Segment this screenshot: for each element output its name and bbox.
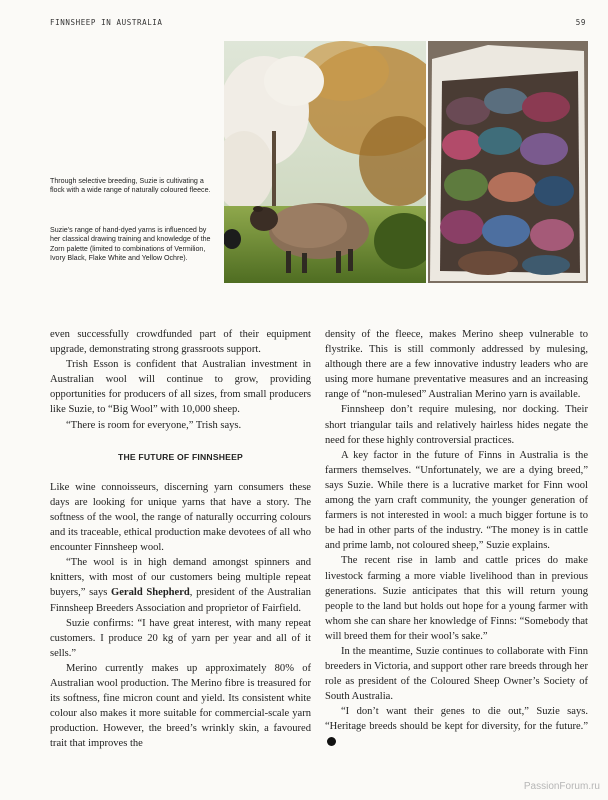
paragraph: Merino currently makes up approximately 80% of Australian wool production. The Merino fibre is treasured for its softness, fine micron count and yield. Its consistent white colour also makes it more suitable for commercial-scale yarn production. However, the breed’s wrinkly skin, a favoured trait that improves the xyxy=(50,662,311,750)
paragraph: In the meantime, Suzie continues to collaborate with Finn breeders in Victoria, and support other rare breeds through her role as president of the Coloured Sheep Owner’s Society of South Australia. xyxy=(325,645,588,703)
person-name: Gerald Shepherd xyxy=(111,587,190,599)
paragraph: “There is room for everyone,” Trish says. xyxy=(66,419,242,431)
paragraph-text: “I don’t want their genes to die out,” Suzie says. “Heritage breeds should be kept for diversity, for the future.” xyxy=(325,706,588,733)
watermark: PassionForum.ru xyxy=(523,781,600,792)
paragraph: A key factor in the future of Finns in Australia is the farmers themselves. “Unfortunately, we are a dying breed,” says Suzie. While there is a lucrative market for Finn wool among the yarn craft community, the younger generation of farmers is not interested in wool: a much bigger fortune is to be had in other parts of the industry. “The money is in cattle and prime lamb, not coloured sheep,” Suzie explains. xyxy=(325,449,588,552)
paragraph: Finnsheep don’t require mulesing, nor docking. Their short triangular tails and relatively hairless hides negate the need for these highly controversial practices. xyxy=(325,404,588,446)
running-header xyxy=(50,18,586,32)
paragraph: Suzie confirms: “I have great interest, with many repeat customers. I produce 20 kg of yarn per year and all of it sells.” xyxy=(50,617,311,659)
end-of-story-icon xyxy=(327,737,336,746)
paragraph xyxy=(50,555,311,615)
paragraph xyxy=(325,704,588,749)
caption-breeding: Through selective breeding, Suzie is cultivating a flock with a wide range of naturally coloured fleece. xyxy=(50,177,211,195)
yarn-photo xyxy=(428,41,588,283)
sheep-illustration xyxy=(224,41,426,283)
yarn-illustration xyxy=(428,41,588,283)
paragraph: Trish Esson is confident that Australian investment in Australian wool will continue to grow, providing opportunities for producers of all sizes, from small producers like Suzie, to “Big Wool” with 10,000 sheep. xyxy=(50,359,311,416)
sheep-photo xyxy=(224,41,426,283)
paragraph: The recent rise in lamb and cattle prices do make livestock farming a more viable livelihood than in previous generations. Suzie anticipates that this will return young people to the land but holds out hope for a young farmer with whom she can share her knowledge of Finns: “Somebody that will breed them for their wool’s sake.” xyxy=(325,555,588,642)
page-number: 59 xyxy=(575,18,586,27)
caption-yarns: Suzie's range of hand-dyed yarns is influenced by her classical drawing training and knowledge of the Zorn palette (limited to combinations of Vermilion, Ivory Black, Flake White and Yellow Ochre). xyxy=(50,226,211,263)
right-column xyxy=(325,327,588,750)
paragraph: Like wine connoisseurs, discerning yarn consumers these days are looking for unique yarns that have a story. The softness of the wool, the range of naturally occurring colours and its traceable, ethical production make devotees of all who encounter Finnsheep wool. xyxy=(50,481,311,554)
paragraph: even successfully crowdfunded part of their equipment upgrade, demonstrating strong grassroots support. xyxy=(50,329,311,356)
section-heading: THE FUTURE OF FINNSHEEP xyxy=(118,451,243,462)
paragraph-text: “The wool is in high demand amongst spinners and knitters, with most of our customers being multiple repeat buyers,” says xyxy=(50,557,311,599)
running-title: FINNSHEEP IN AUSTRALIA xyxy=(50,18,163,27)
paragraph-text: , president of the Australian Finnsheep Breeders Association and proprietor of Fairfield. xyxy=(50,587,311,614)
paragraph: density of the fleece, makes Merino sheep vulnerable to flystrike. This is still commonly addressed by mulesing, although there are a few innovative industry leaders who are using more humane preventative measures and an increasing range of “non-mulesed” Australian Merino yarn is available. xyxy=(325,329,588,401)
left-column xyxy=(50,327,311,751)
